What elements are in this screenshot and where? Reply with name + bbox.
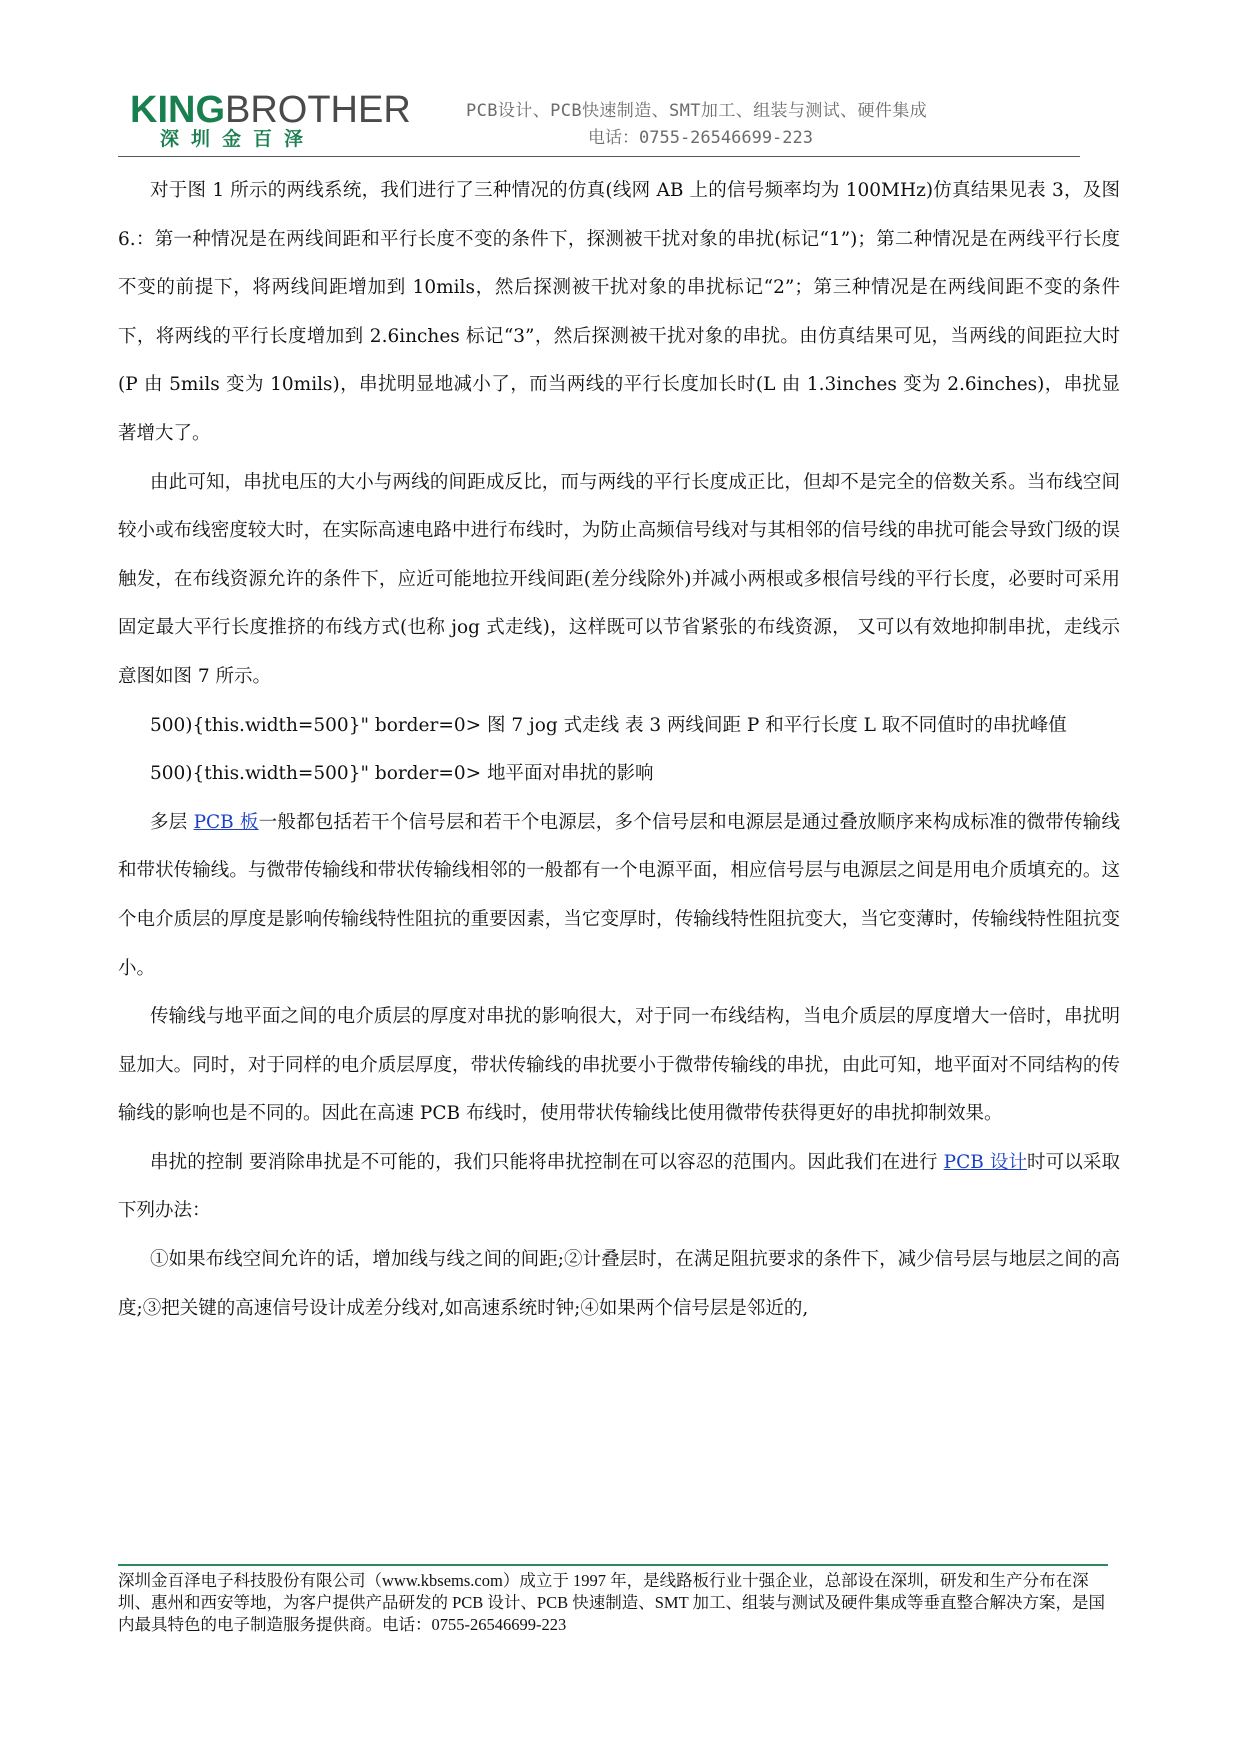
paragraph-7-start: 串扰的控制 要消除串扰是不可能的，我们只能将串扰控制在可以容忍的范围内。因此我们在进行 bbox=[150, 1151, 944, 1173]
paragraph-4: 500){this.width=500}" border=0> 地平面对串扰的影响 bbox=[150, 763, 654, 785]
paragraph-5-start: 多层 bbox=[150, 811, 194, 833]
page-footer: 深圳金百泽电子科技股份有限公司（www.kbsems.com）成立于 1997 年，是线路板行业十强企业，总部设在深圳，研发和生产分布在深圳、惠州和西安等地，为客户提供产品研发的 PCB 设计、PCB 快速制造、SMT 加工、组装与测试及硬件集成等垂直整合解决方案，是国内最具特色的电子制造服务提供商。电话：0755-26546699-223 bbox=[118, 1571, 1106, 1634]
logo-brother-text: BROTHER bbox=[225, 89, 411, 131]
pcb-design-link[interactable]: PCB 设计 bbox=[943, 1151, 1028, 1173]
paragraph-8: ①如果布线空间允许的话，增加线与线之间的间距;②计叠层时，在满足阻抗要求的条件下，减少信号层与地层之间的高度;③把关键的高速信号设计成差分线对,如高速系统时钟;④如果两个信号层是邻近的, bbox=[118, 1249, 1120, 1319]
paragraph-1: 对于图 1 所示的两线系统，我们进行了三种情况的仿真(线网 AB 上的信号频率均为 100MHz)仿真结果见表 3，及图 6.：第一种情况是在两线间距和平行长度不变的条件下，探测被干扰对象的串扰(标记“1”)；第二种情况是在两线平行长度不变的前提下，将两线间距增加到 10mils，然后探测被干扰对象的串扰标记“2”；第三种情况是在两线间距不变的条件下，将两线的平行长度增加到 2.6inches 标记“3”，然后探测被干扰对象的串扰。由仿真结果可见，当两线的间距拉大时(P 由 5mils 变为 10mils)，串扰明显地减小了，而当两线的平行长度加长时(L 由 1.3inches 变为 2.6inches)，串扰显著增大了。 bbox=[118, 180, 1120, 444]
paragraph-2: 由此可知，串扰电压的大小与两线的间距成反比，而与两线的平行长度成正比，但却不是完全的倍数关系。当布线空间较小或布线密度较大时，在实际高速电路中进行布线时，为防止高频信号线对与其相邻的信号线的串扰可能会导致门级的误触发，在布线资源允许的条件下，应近可能地拉开线间距(差分线除外)并减小两根或多根信号线的平行长度，必要时可采用固定最大平行长度推挤的布线方式(也称 jog 式走线)，这样既可以节省紧张的布线资源， 又可以有效地抑制串扰，走线示意图如图 7 所示。 bbox=[118, 471, 1120, 687]
document-body bbox=[118, 167, 1120, 1333]
page-header bbox=[118, 82, 1080, 158]
paragraph-7-rest: 时可以采取下列办法： bbox=[118, 1151, 1120, 1222]
header-services: PCB设计、PCB快速制造、SMT加工、组装与测试、硬件集成 bbox=[466, 101, 928, 121]
paragraph-3: 500){this.width=500}" border=0> 图 7 jog 式走线 表 3 两线间距 P 和平行长度 L 取不同值时的串扰峰值 bbox=[150, 714, 1067, 736]
paragraph-5-rest: 一般都包括若干个信号层和若干个电源层，多个信号层和电源层是通过叠放顺序来构成标准的微带传输线和带状传输线。与微带传输线和带状传输线相邻的一般都有一个电源平面，相应信号层与电源层之间是用电介质填充的。这个电介质层的厚度是影响传输线特性阻抗的重要因素，当它变厚时，传输线特性阻抗变大，当它变薄时，传输线特性阻抗变小。 bbox=[118, 811, 1120, 979]
paragraph-5 bbox=[118, 799, 1120, 993]
footer-divider bbox=[118, 1564, 1108, 1566]
paragraph-7 bbox=[118, 1139, 1120, 1236]
header-phone: 电话：0755-26546699-223 bbox=[588, 128, 813, 148]
pcb-board-link[interactable]: PCB 板 bbox=[193, 811, 259, 833]
header-divider bbox=[118, 156, 1080, 157]
logo-chinese-name: 深圳金百泽 bbox=[160, 128, 316, 150]
paragraph-6: 传输线与地平面之间的电介质层的厚度对串扰的影响很大，对于同一布线结构，当电介质层的厚度增大一倍时，串扰明显加大。同时，对于同样的电介质层厚度，带状传输线的串扰要小于微带传输线的串扰，由此可知，地平面对不同结构的传输线的影响也是不同的。因此在高速 PCB 布线时，使用带状传输线比使用微带传获得更好的串扰抑制效果。 bbox=[118, 1006, 1120, 1125]
logo-king-text: KING bbox=[130, 89, 225, 131]
